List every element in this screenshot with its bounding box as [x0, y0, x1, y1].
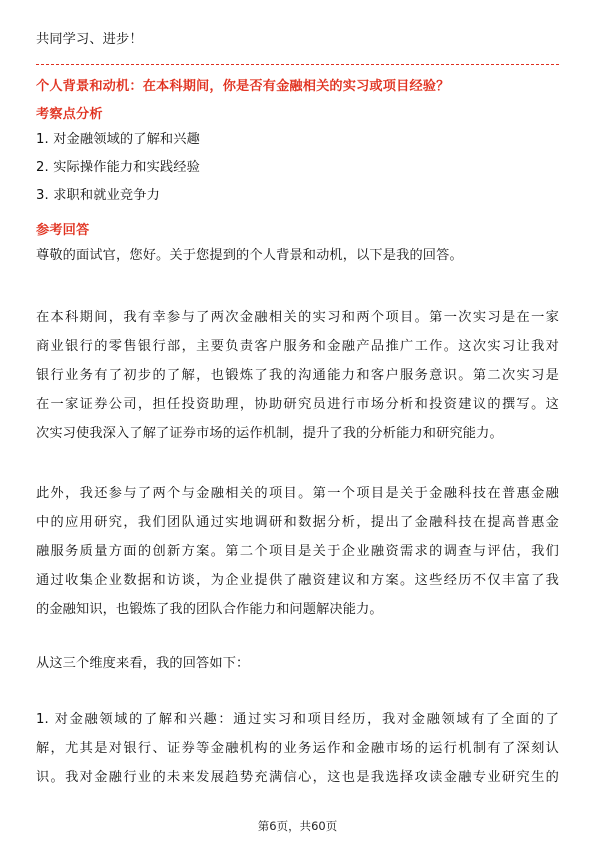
- analysis-point: 3. 求职和就业竞争力: [36, 188, 160, 203]
- paragraph-line: 银行业务有了初步的了解，也锻炼了我的沟通能力和客户服务意识。第二次实习是: [36, 368, 559, 383]
- answer-greeting: 尊敬的面试官，您好。关于您提到的个人背景和动机，以下是我的回答。: [36, 248, 463, 263]
- paragraph-line: 通过收集企业数据和访谈，为企业提供了融资建议和方案。这些经历不仅丰富了我: [36, 573, 559, 588]
- section-divider: [36, 64, 559, 65]
- dimensions-intro: 从这三个维度来看，我的回答如下：: [36, 656, 250, 671]
- paragraph-line: 1. 对金融领域的了解和兴趣：通过实习和项目经历，我对金融领域有了全面的了: [36, 712, 559, 727]
- paragraph-line: 在一家证券公司，担任投资助理，协助研究员进行市场分析和投资建议的撰写。这: [36, 397, 559, 412]
- paragraph-line: 识。我对金融行业的未来发展趋势充满信心，这也是我选择攻读金融专业研究生的: [36, 770, 559, 785]
- answer-heading: 参考回答: [36, 223, 90, 238]
- document-page: [36, 0, 559, 842]
- paragraph-line: 商业银行的零售银行部，主要负责客户服务和金融产品推广工作。这次实习让我对: [36, 339, 559, 354]
- analysis-point: 2. 实际操作能力和实践经验: [36, 160, 200, 175]
- paragraph-line: 的金融知识，也锻炼了我的团队合作能力和问题解决能力。: [36, 602, 383, 617]
- paragraph-line: 此外，我还参与了两个与金融相关的项目。第一个项目是关于金融科技在普惠金融: [36, 486, 559, 501]
- paragraph-line: 在本科期间，我有幸参与了两次金融相关的实习和两个项目。第一次实习是在一家: [36, 310, 559, 325]
- paragraph-line: 次实习使我深入了解了证券市场的运作机制，提升了我的分析能力和研究能力。: [36, 426, 503, 441]
- intro-tail: 共同学习、进步！: [36, 32, 143, 47]
- paragraph-line: 中的应用研究，我们团队通过实地调研和数据分析，提出了金融科技在提高普惠金: [36, 515, 559, 530]
- page-number: 第6页，共60页: [257, 819, 338, 833]
- question-heading: 个人背景和动机：在本科期间，你是否有金融相关的实习或项目经验？: [36, 79, 450, 94]
- paragraph-line: 解，尤其是对银行、证券等金融机构的业务运作和金融市场的运行机制有了深刻认: [36, 741, 559, 756]
- analysis-heading: 考察点分析: [36, 107, 103, 122]
- analysis-point: 1. 对金融领域的了解和兴趣: [36, 132, 200, 147]
- paragraph-line: 融服务质量方面的创新方案。第二个项目是关于企业融资需求的调查与评估，我们: [36, 544, 559, 559]
